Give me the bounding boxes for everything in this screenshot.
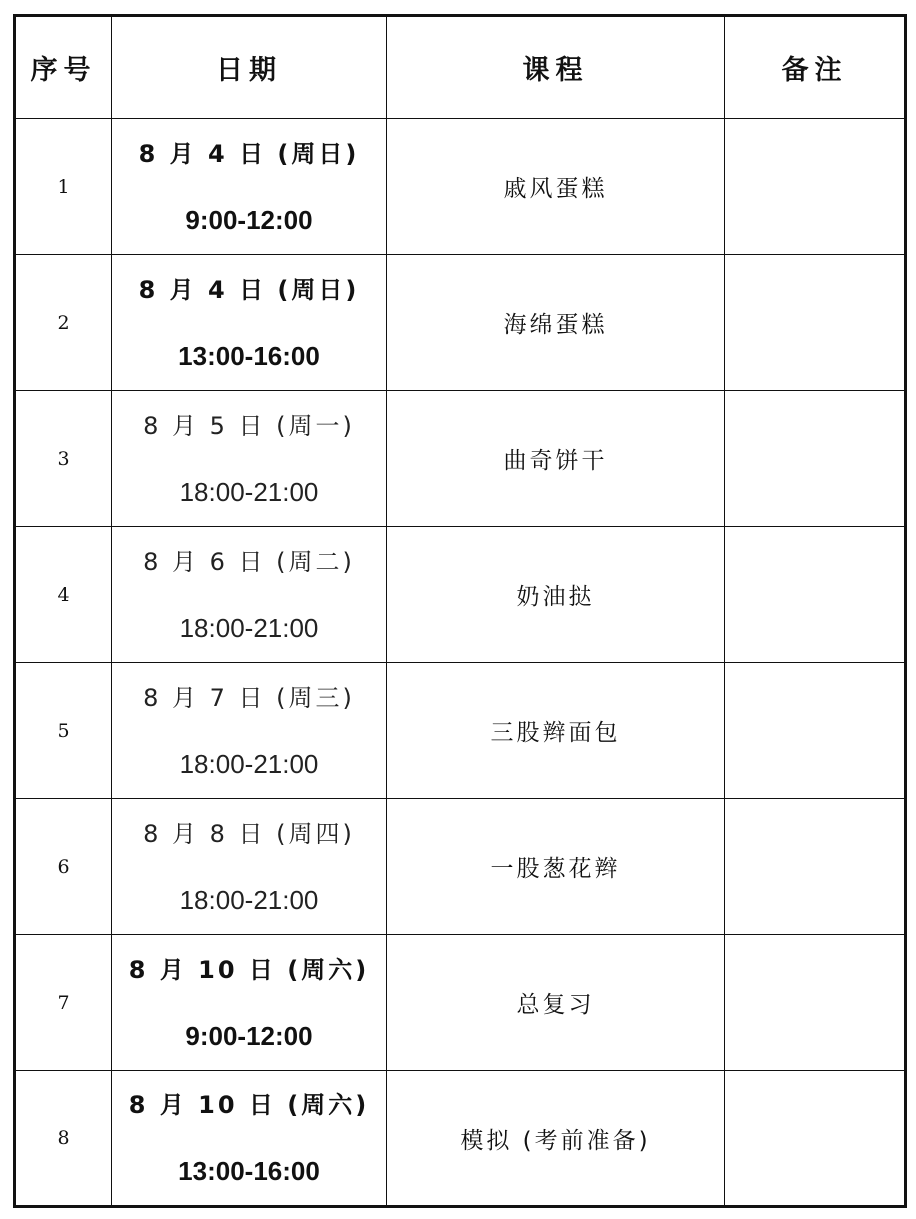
time-text: 18:00-21:00 [179,476,319,507]
date-text: 8 月 5 日 (周一) [143,411,355,440]
note-cell [725,527,906,663]
table-row [15,663,906,799]
seq-cell: 8 [15,1071,112,1207]
course-cell: 曲奇饼干 [387,391,725,527]
seq-cell: 6 [15,799,112,935]
schedule-table [13,14,907,1208]
date-text: 8 月 4 日 (周日) [138,139,360,168]
note-cell [725,935,906,1071]
header-note: 备注 [725,16,906,119]
course-cell: 模拟 (考前准备) [387,1071,725,1207]
course-cell: 海绵蛋糕 [387,255,725,391]
date-cell [112,935,387,1071]
date-text: 8 月 4 日 (周日) [138,275,360,304]
note-cell [725,255,906,391]
date-text: 8 月 7 日 (周三) [143,683,355,712]
header-course: 课程 [387,16,725,119]
time-text: 18:00-21:00 [179,748,319,779]
table-row [15,1071,906,1207]
date-text: 8 月 8 日 (周四) [143,819,355,848]
table-row [15,527,906,663]
table-row [15,391,906,527]
course-cell: 戚风蛋糕 [387,119,725,255]
note-cell [725,799,906,935]
date-cell [112,799,387,935]
table-row [15,799,906,935]
seq-cell: 1 [15,119,112,255]
table-row [15,935,906,1071]
time-text: 13:00-16:00 [178,340,320,371]
seq-cell: 3 [15,391,112,527]
seq-cell: 2 [15,255,112,391]
date-cell [112,1071,387,1207]
note-cell [725,663,906,799]
course-cell: 三股辫面包 [387,663,725,799]
course-cell: 奶油挞 [387,527,725,663]
note-cell [725,391,906,527]
note-cell [725,1071,906,1207]
time-text: 9:00-12:00 [185,1020,313,1051]
date-cell [112,527,387,663]
seq-cell: 7 [15,935,112,1071]
date-text: 8 月 10 日 (周六) [128,1091,370,1119]
seq-cell: 5 [15,663,112,799]
date-cell [112,663,387,799]
time-text: 9:00-12:00 [185,204,313,235]
header-seq: 序号 [15,16,112,119]
seq-cell: 4 [15,527,112,663]
header-row [15,16,906,119]
date-cell [112,255,387,391]
date-text: 8 月 10 日 (周六) [128,955,370,984]
course-cell: 总复习 [387,935,725,1071]
course-cell: 一股葱花辫 [387,799,725,935]
table-row [15,119,906,255]
time-text: 18:00-21:00 [179,884,319,915]
date-cell [112,391,387,527]
table-row [15,255,906,391]
time-text: 13:00-16:00 [178,1156,320,1186]
note-cell [725,119,906,255]
header-date: 日期 [112,16,387,119]
time-text: 18:00-21:00 [179,612,319,643]
date-text: 8 月 6 日 (周二) [143,547,355,576]
date-cell [112,119,387,255]
